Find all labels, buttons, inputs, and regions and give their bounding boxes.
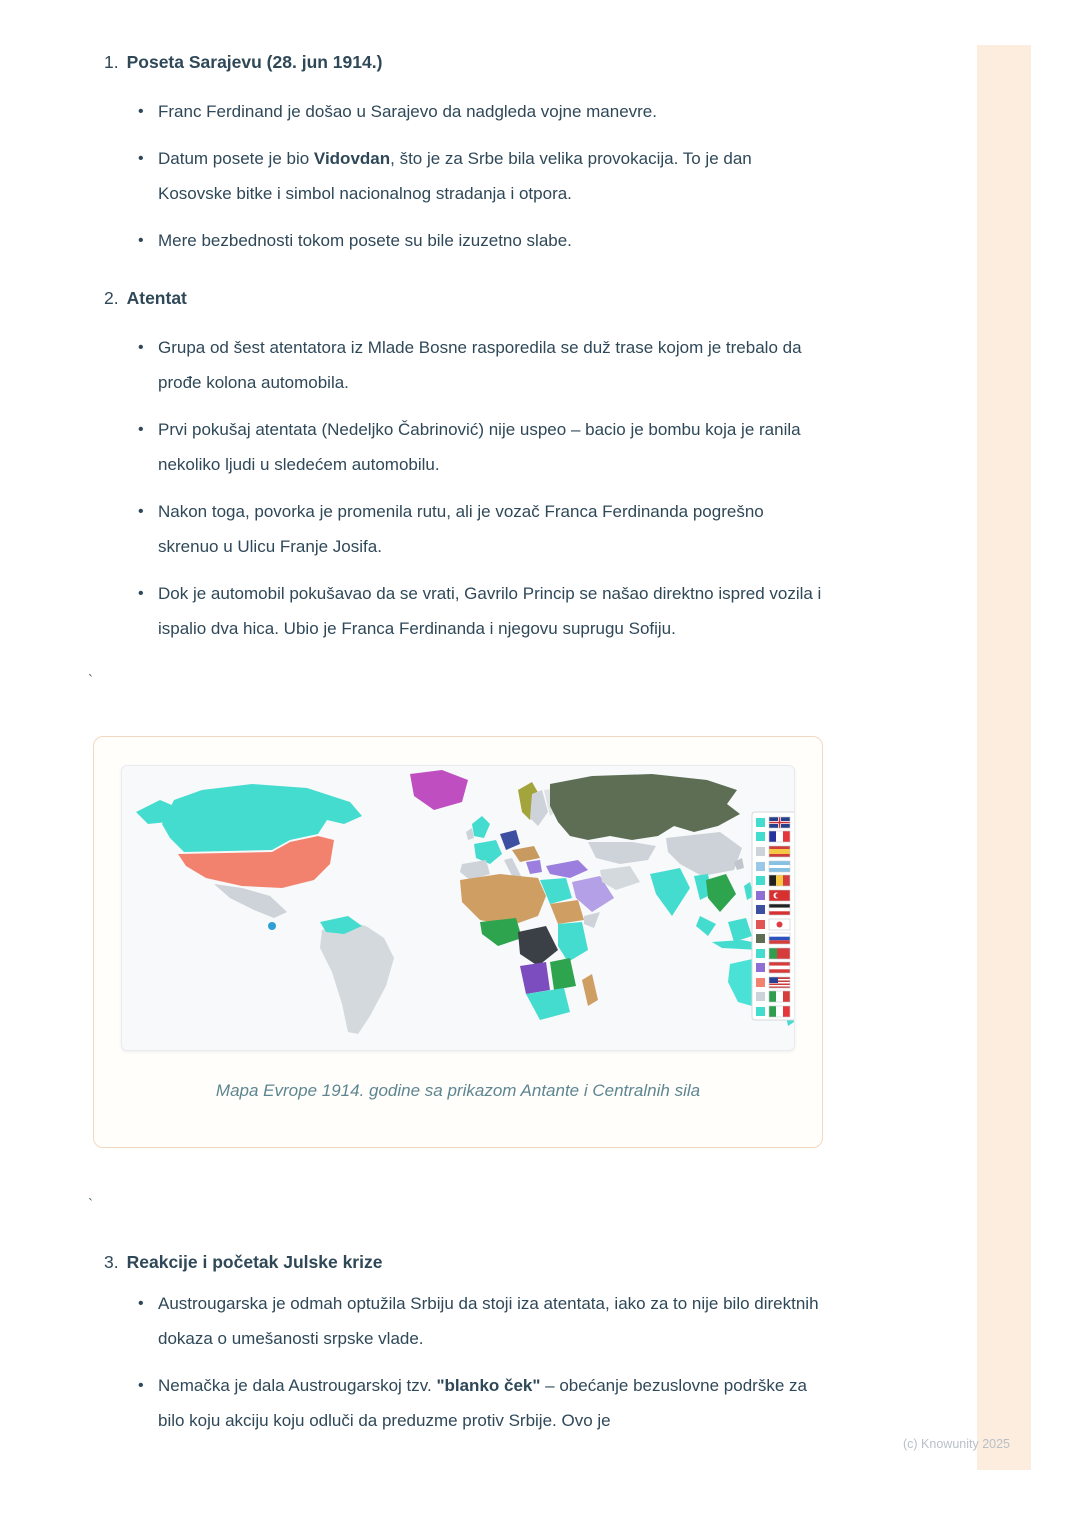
map-region-angola [520, 962, 550, 994]
flag-italy-icon [769, 1006, 790, 1017]
map-region-east-africa [558, 922, 588, 962]
bullet-text [158, 412, 823, 482]
map-region-balkans [526, 860, 542, 874]
text-segment: Franc Ferdinand je došao u Sarajevo da nadgleda vojne manevre. [158, 102, 657, 121]
flag-germany-icon [769, 904, 790, 915]
map-region-france [474, 840, 502, 864]
legend-swatch [756, 832, 765, 841]
flag-belgium-icon [769, 875, 790, 886]
legend-swatch [756, 920, 765, 929]
legend-swatch [756, 905, 765, 914]
map-region-russia [550, 774, 740, 840]
flag-france-icon [769, 831, 790, 842]
map-card [93, 736, 823, 1148]
section-1-list [138, 94, 880, 258]
map-region-ireland [466, 828, 474, 840]
bullet-text [158, 94, 657, 129]
map-region-mexico [214, 884, 287, 918]
bullet-icon: • [138, 585, 144, 602]
bullet-text [158, 141, 823, 211]
map-legend [752, 812, 795, 1020]
legend-swatch [756, 949, 765, 958]
text-segment: Nemačka je dala Austrougarskoj tzv. [158, 1376, 437, 1395]
map-region-congo [518, 926, 558, 966]
legend-swatch [756, 992, 765, 1001]
map-region-germany [500, 830, 520, 850]
map-region-west-africa [480, 918, 522, 946]
bullet-text [158, 576, 823, 646]
section-number: 3. [104, 1252, 119, 1272]
section-3-heading [104, 1248, 880, 1276]
list-item [138, 494, 880, 564]
section-title: Atentat [126, 288, 187, 308]
flag-mexico-icon [769, 991, 790, 1002]
bullet-icon: • [138, 339, 144, 356]
legend-swatch [756, 876, 765, 885]
text-segment-bold: Vidovdan [313, 149, 391, 168]
flag-russia-icon [769, 933, 790, 944]
section-title: Poseta Sarajevu (28. jun 1914.) [126, 52, 383, 72]
bullet-icon: • [138, 503, 144, 520]
flag-spain-icon [769, 846, 790, 857]
bullet-text [158, 223, 572, 258]
map-region-mozambique [550, 958, 576, 990]
legend-swatch [756, 847, 765, 856]
map-region-india [650, 868, 690, 916]
text-segment: Dok je automobil pokušavao da se vrati, Gavrilo Princip se našao direktno ispred vozila i ispalio dva hica. Ubio je Franca Ferdinanda i njegovu suprugu Sofiju. [158, 584, 822, 638]
map-region-turkey [546, 860, 588, 878]
section-2-list [138, 330, 880, 646]
map-region-north-africa [460, 874, 546, 926]
bullet-icon: • [138, 150, 144, 167]
map-caption: Mapa Evrope 1914. godine sa prikazom Antante i Centralnih sila [215, 1081, 701, 1100]
bullet-text [158, 1368, 823, 1438]
legend-swatch [756, 978, 765, 987]
flag-turkey-icon [769, 890, 790, 901]
flag-argentina-icon [769, 861, 790, 872]
bullet-icon: • [138, 1295, 144, 1312]
map-region-central-asia [588, 842, 656, 864]
text-segment: Datum posete je bio [158, 149, 314, 168]
map-region-sudan [550, 900, 584, 924]
section-2-heading [104, 284, 880, 312]
section-number: 2. [104, 288, 119, 308]
list-item [138, 94, 880, 129]
flag-portugal-icon [769, 948, 790, 959]
legend-swatch [756, 963, 765, 972]
flag-united-kingdom-icon [769, 817, 790, 828]
world-map-svg [122, 766, 795, 1051]
text-segment: Mere bezbednosti tokom posete su bile izuzetno slabe. [158, 231, 572, 250]
map-region-greenland [410, 770, 468, 810]
flag-usa-icon [769, 977, 790, 988]
map-region-horn-of-africa [584, 912, 600, 928]
list-item [138, 412, 880, 482]
bullet-text [158, 330, 823, 400]
legend-swatch [756, 862, 765, 871]
map-region-uk [472, 816, 490, 838]
legend-swatch [756, 818, 765, 827]
list-item [138, 141, 880, 211]
bullet-text [158, 494, 823, 564]
ocean-marker-dot [268, 922, 276, 930]
list-item [138, 1286, 880, 1356]
bullet-icon: • [138, 103, 144, 120]
section-number: 1. [104, 52, 119, 72]
section-1 [104, 48, 880, 258]
section-1-heading [104, 48, 880, 76]
section-title: Reakcije i početak Julske krize [126, 1252, 383, 1272]
legend-swatch [756, 891, 765, 900]
bullet-icon: • [138, 421, 144, 438]
text-segment-bold: "blanko ček" [436, 1376, 541, 1395]
map-region-austria-hungary [512, 846, 540, 862]
flag-austria-hungary-icon [769, 962, 790, 973]
list-item [138, 330, 880, 400]
section-2 [104, 284, 880, 646]
map-region-egypt [540, 878, 572, 904]
text-segment: , što je za Srbe bila velika provokacija. To je dan Kosovske bitke i simbol nacionalnog stradanja i otpora. [158, 149, 752, 203]
list-item [138, 1368, 880, 1438]
text-segment: Nakon toga, povorka je promenila rutu, ali je vozač Franca Ferdinanda pogrešno skrenuo u Ulicu Franje Josifa. [158, 502, 764, 556]
copyright-notice: (c) Knowunity 2025 [903, 1437, 1011, 1451]
stray-backtick-mark: ` [88, 1196, 93, 1213]
list-item [138, 576, 880, 646]
map-region-borneo [728, 918, 752, 942]
section-3-list [138, 1286, 880, 1438]
text-segment: Grupa od šest atentatora iz Mlade Bosne rasporedila se duž trase kojom je trebalo da prođe kolona automobila. [158, 338, 802, 392]
section-3 [104, 1248, 880, 1438]
list-item [138, 223, 880, 258]
legend-swatch [756, 1007, 765, 1016]
map-region-madagascar [582, 974, 598, 1006]
bullet-icon: • [138, 232, 144, 249]
map-region-sumatra [696, 916, 716, 936]
map-region-south-america [320, 922, 394, 1034]
world-map-image [121, 765, 795, 1051]
right-accent-strip [977, 45, 1031, 1470]
bullet-text [158, 1286, 823, 1356]
map-region-southeast-asia [706, 874, 736, 912]
stray-backtick-mark: ` [88, 672, 93, 689]
text-segment: Austrougarska je odmah optužila Srbiju da stoji iza atentata, iako za to nije bilo direktnih dokaza o umešanosti srpske vlade. [158, 1294, 819, 1348]
text-segment: Prvi pokušaj atentata (Nedeljko Čabrinović) nije uspeo – bacio je bombu koja je ranila nekoliko ljudi u sledećem automobilu. [158, 420, 801, 474]
legend-swatch [756, 934, 765, 943]
text-segment: – obećanje bezuslovne podrške za bilo koju akciju koju odluči da preduzme protiv Srbije. Ovo je [158, 1376, 807, 1430]
bullet-icon: • [138, 1377, 144, 1394]
flag-japan-icon [769, 919, 790, 930]
